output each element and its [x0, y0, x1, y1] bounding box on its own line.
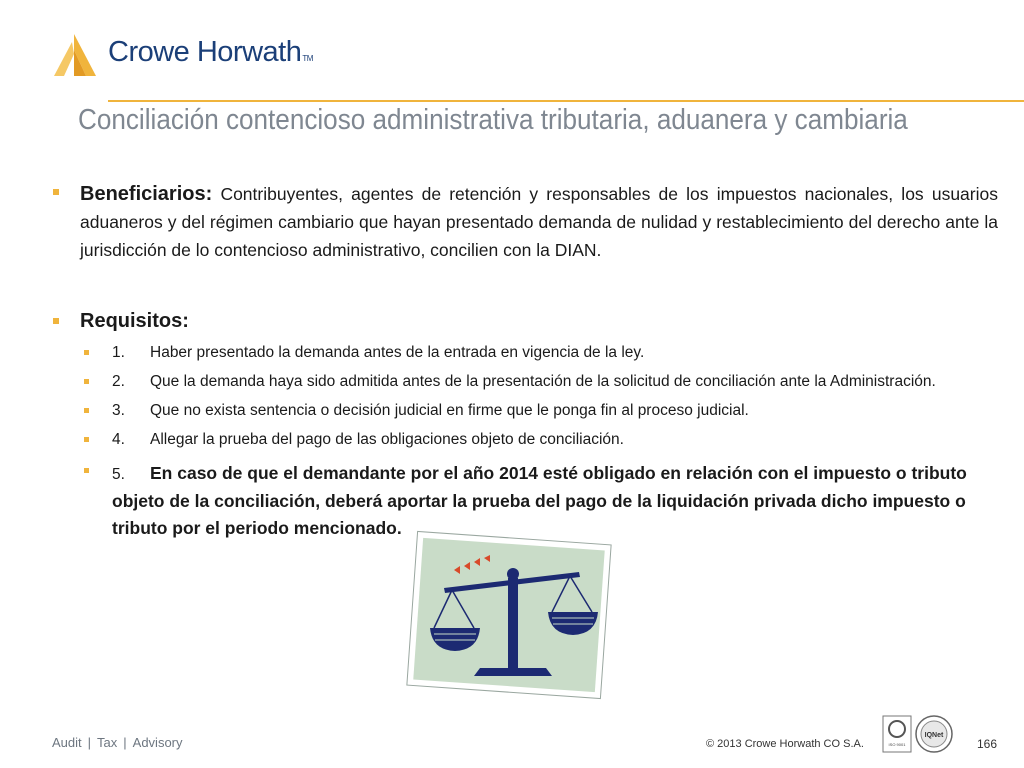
beneficiarios-text: Contribuyentes, agentes de retención y responsables de los impuestos nacionales, los usuarios aduaneros y del régimen cambiario que hayan presentado demanda de nulidad y restablecimiento del derecho ante la jurisdicción de lo contencioso administrativo, concilien con la DIAN.	[80, 184, 998, 260]
trademark-mark: TM	[302, 54, 313, 63]
beneficiarios-label: Beneficiarios:	[80, 183, 213, 205]
requisito-item: 2. Que la demanda haya sido admitida antes de la presentación de la solicitud de conciliación ante la Administración.	[112, 373, 936, 390]
bullet-square-icon	[53, 189, 59, 195]
beneficiarios-paragraph	[80, 180, 998, 264]
crowe-logo-mark-icon	[52, 32, 102, 78]
company-logo	[52, 32, 322, 78]
page-number: 166	[977, 737, 998, 751]
copyright-text: © 2013 Crowe Horwath CO S.A.	[706, 738, 864, 750]
bullet-square-icon	[84, 437, 89, 442]
header-rule	[108, 100, 1024, 102]
bullet-square-icon	[84, 408, 89, 413]
bullet-square-icon	[84, 379, 89, 384]
requisito-item: 3. Que no exista sentencia o decisión judicial en firme que le ponga fin al proceso judicial.	[112, 402, 749, 419]
service-tax: Tax	[97, 735, 118, 750]
scales-of-justice-image	[404, 530, 614, 700]
bullet-square-icon	[84, 350, 89, 355]
logo-wordmark: Crowe HorwathTM	[108, 36, 313, 68]
iqnet-badge-label: IQNet	[924, 732, 944, 739]
slide-title: Conciliación contencioso administrativa tributaria, aduanera y cambiaria	[78, 104, 908, 136]
requisito-item: 4. Allegar la prueba del pago de las obligaciones objeto de conciliación.	[112, 431, 624, 448]
service-audit: Audit	[52, 735, 82, 750]
iso-badge-label: ISO 9001	[888, 742, 906, 747]
bullet-square-icon	[53, 318, 59, 324]
certification-badges-icon	[882, 714, 954, 754]
requisitos-label: Requisitos:	[80, 310, 189, 332]
requisito-item: 1. Haber presentado la demanda antes de la entrada en vigencia de la ley.	[112, 344, 645, 361]
service-advisory: Advisory	[132, 735, 183, 750]
requisito-item: 5. En caso de que el demandante por el año 2014 esté obligado en relación con el impuesto o tributo objeto de la conciliación, deberá aportar la prueba del pago de la liquidación privada dicho impuesto o tributo por el periodo mencionado.	[112, 463, 967, 538]
footer-services: Audit | Tax | Advisory	[52, 735, 183, 750]
bullet-square-icon	[84, 468, 89, 473]
